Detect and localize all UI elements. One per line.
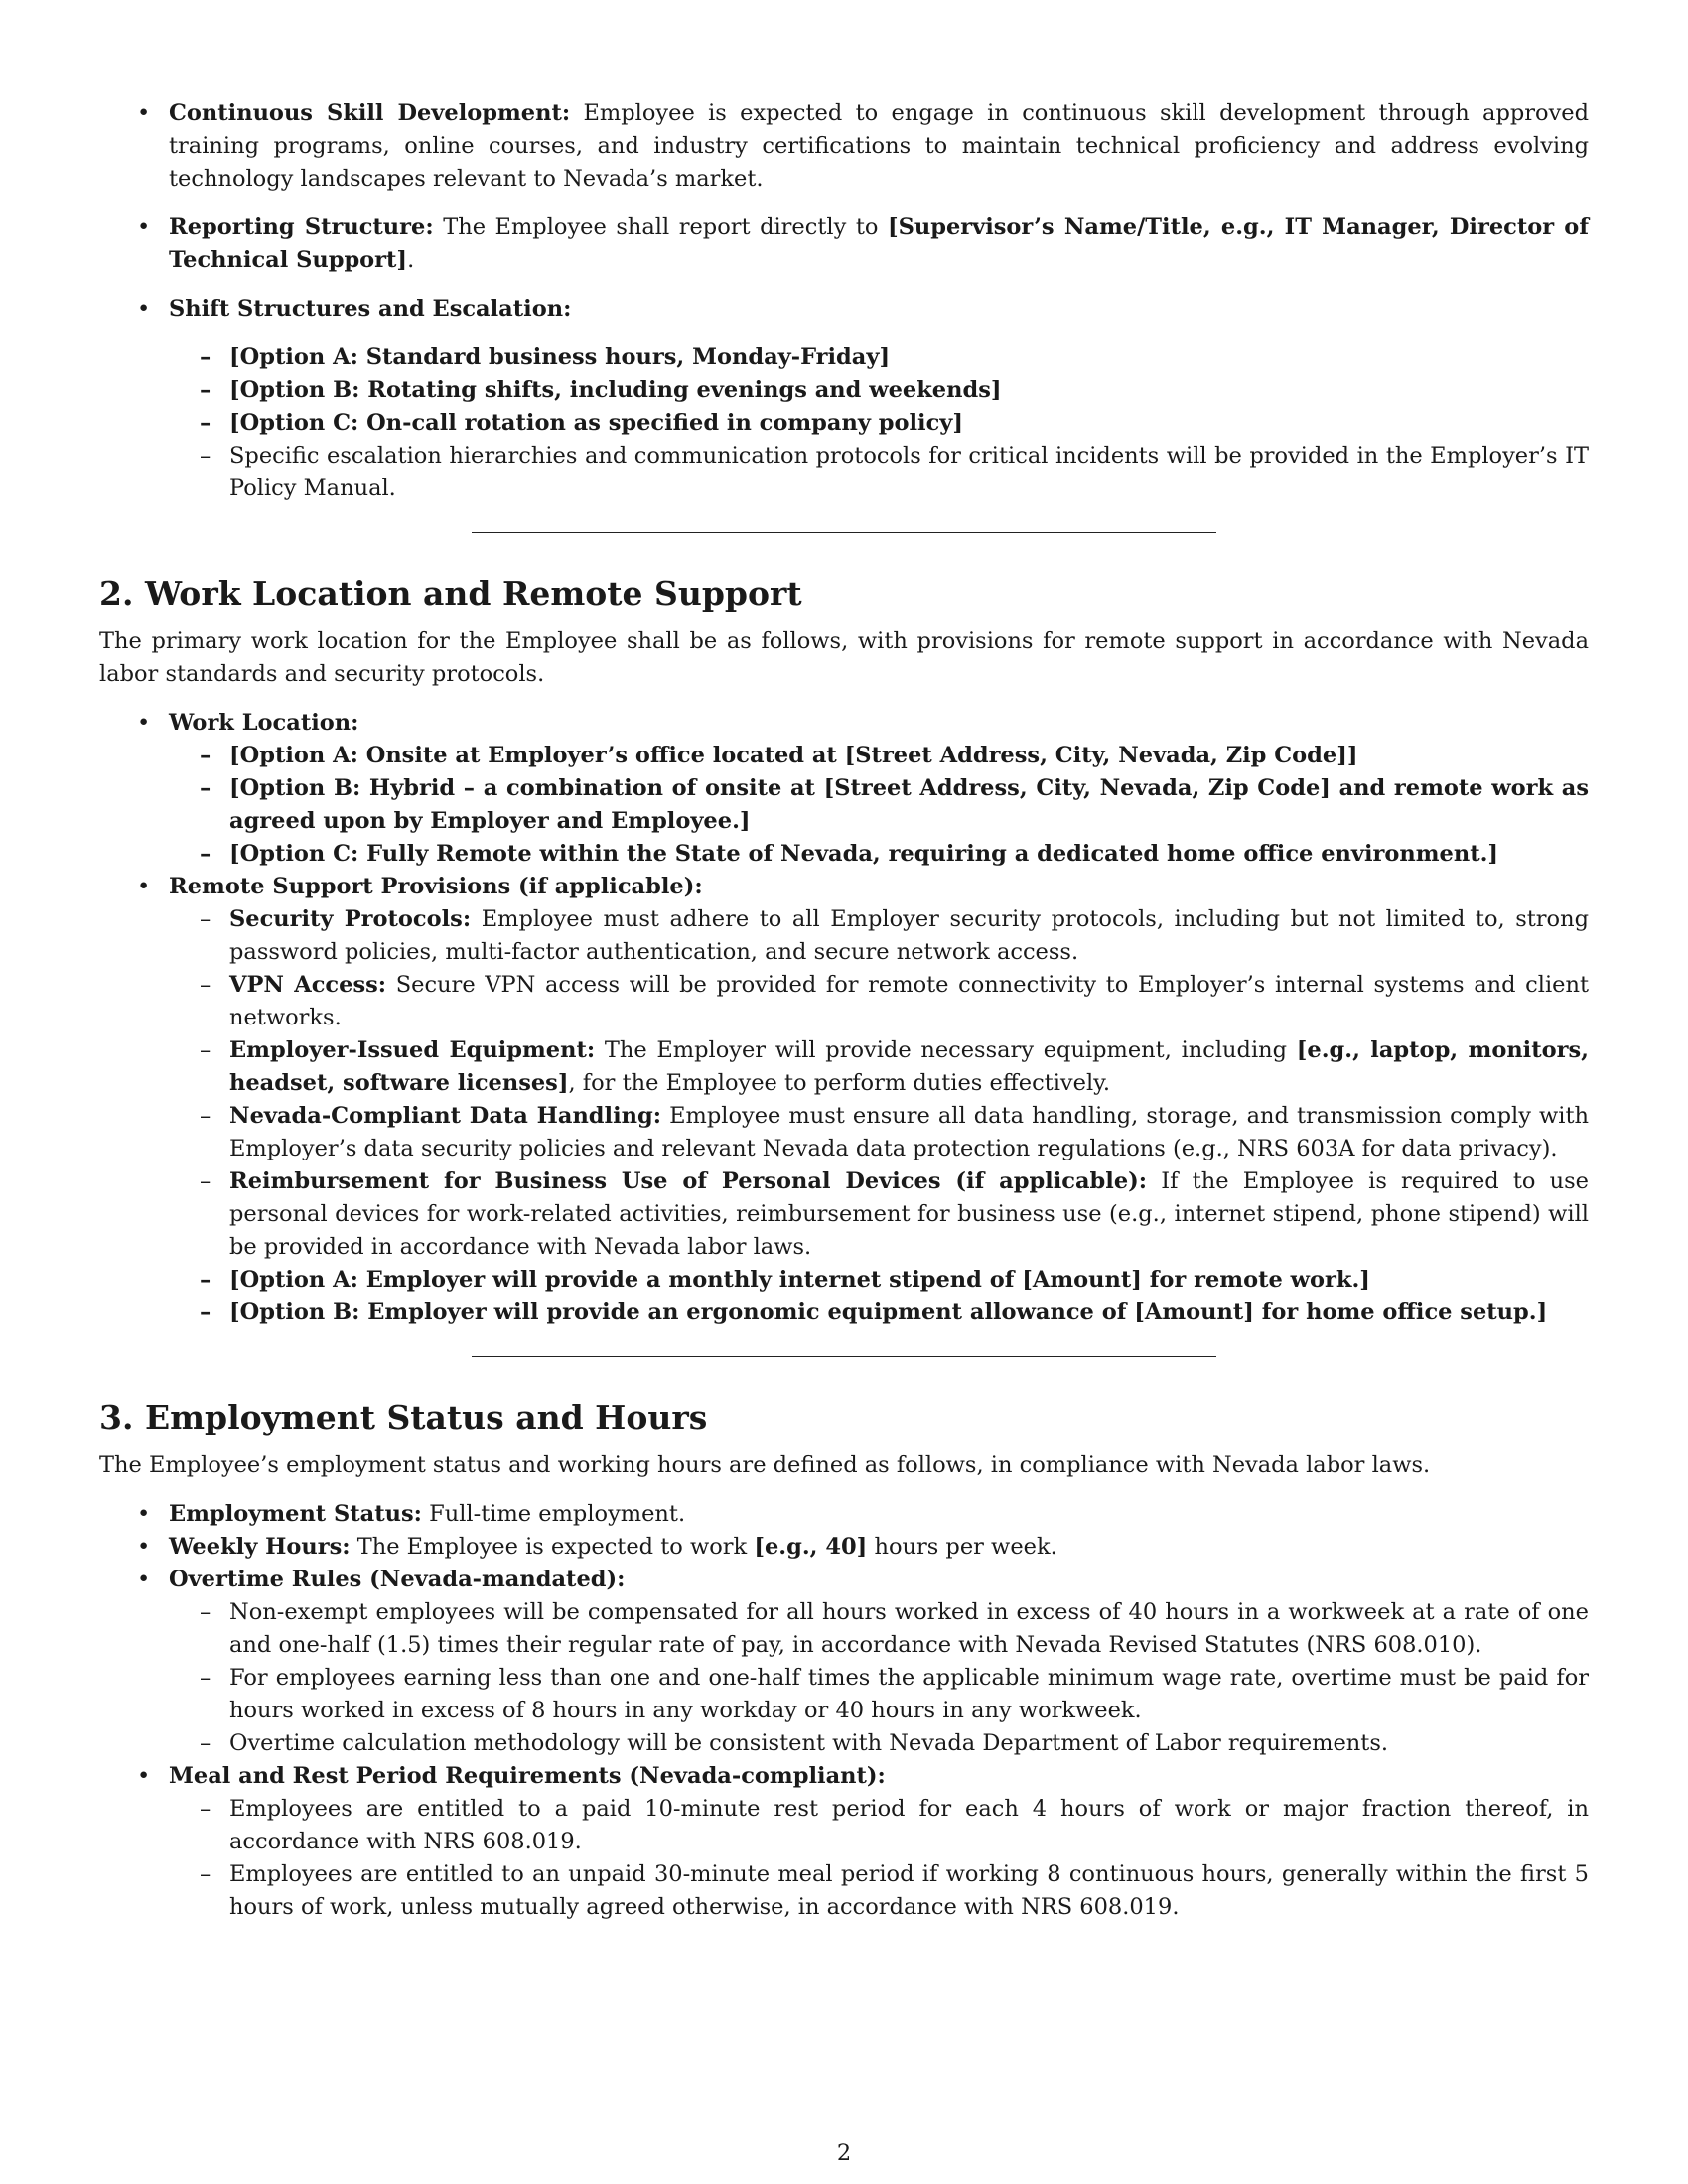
overtime-rule: – Non-exempt employees will be compensated for all hours worked in excess of 40 hours in a workweek at a rate of one and one-half (1.5) times their regular rate of pay, in accordance with Nevada Revised Statutes (NRS 608.010). [169,1596,1589,1662]
item-text: The Employer will provide necessary equipment, including [595,1037,1297,1063]
list-item-meal-rest [99,1760,1589,1924]
item-text: Employee must ensure all data handling, storage, and transmission comply with Employer’s data security policies and relevant Nevada data protection regulations (e.g., NRS 603A for data privacy). [229,1103,1589,1161]
item-text: Employee is expected to engage in continuous skill development through approved training programs, online courses, and industry certifications to maintain technical proficiency and address evolving technology landscapes relevant to Nevada’s market. [169,100,1590,192]
item-label: VPN Access: [229,972,387,998]
escalation-note: – Specific escalation hierarchies and communication protocols for critical incidents will be provided in the Employer’s IT Policy Manual. [169,440,1589,505]
section-heading-employment-status: 3. Employment Status and Hours [99,1398,708,1436]
shift-option-b: – [Option B: Rotating shifts, including evenings and weekends] [169,374,1589,407]
provision-data-handling [169,1100,1589,1165]
location-option-c: – [Option C: Fully Remote within the State of Nevada, requiring a dedicated home office environment.] [169,838,1589,871]
item-label: Nevada-Compliant Data Handling: [229,1103,662,1129]
list-item-work-location [99,707,1589,871]
section-intro: The primary work location for the Employee shall be as follows, with provisions for remote support in accordance with Nevada labor standards and security protocols. [99,628,1589,687]
duties-list [99,97,1589,505]
item-text: Employee must adhere to all Employer security protocols, including but not limited to, strong password policies, multi-factor authentication, and secure network access. [229,906,1589,965]
shift-options-list [169,341,1589,505]
item-label: Continuous Skill Development: [169,100,571,126]
item-label: Overtime Rules (Nevada-mandated): [169,1567,626,1592]
section-heading-work-location: 2. Work Location and Remote Support [99,574,802,613]
item-label: Meal and Rest Period Requirements (Nevada-compliant): [169,1763,886,1789]
item-text: If the Employee is required to use personal devices for work-related activities, reimbursement for business use (e.g., internet stipend, phone stipend) will be provided in accordance with Nevada labor laws. [229,1168,1589,1260]
meal-rest-rule: – Employees are entitled to a paid 10-minute rest period for each 4 hours of work or major fraction thereof, in accordance with NRS 608.019. [169,1793,1589,1858]
shift-option-c: – [Option C: On-call rotation as specified in company policy] [169,407,1589,440]
item-label: Weekly Hours: [169,1534,351,1560]
item-label: Shift Structures and Escalation: [169,296,572,322]
placeholder-text: [Supervisor’s Name/Title, e.g., IT Manager, Director of Technical Support] [169,214,1589,273]
remote-provisions-list [169,903,1589,1329]
item-text: Secure VPN access will be provided for remote connectivity to Employer’s internal systems and client networks. [229,972,1590,1030]
item-label: Security Protocols: [229,906,472,932]
provision-security [169,903,1589,969]
location-option-a: – [Option A: Onsite at Employer’s office located at [Street Address, City, Nevada, Zip Code]] [169,740,1589,772]
employment-list [99,1498,1589,1924]
item-label: Employment Status: [169,1501,422,1527]
overtime-rules-list [169,1596,1589,1760]
document-page [99,97,1589,1924]
section-divider [472,1356,1216,1357]
item-text: The Employee shall report directly to [433,214,888,240]
item-label: Remote Support Provisions (if applicable): [169,874,703,899]
stipend-option-b: – [Option B: Employer will provide an ergonomic equipment allowance of [Amount] for home office setup.] [169,1297,1589,1329]
list-item-overtime-rules [99,1564,1589,1760]
item-label: Work Location: [169,710,359,736]
item-text-end: , for the Employee to perform duties effectively. [568,1070,1111,1096]
stipend-option-a: – [Option A: Employer will provide a monthly internet stipend of [Amount] for remote work.] [169,1264,1589,1297]
overtime-rule: – Overtime calculation methodology will be consistent with Nevada Department of Labor requirements. [169,1727,1589,1760]
item-text: Full-time employment. [421,1501,686,1527]
list-item-employment-status [99,1498,1589,1531]
work-location-options [169,740,1589,871]
meal-rest-rule: – Employees are entitled to an unpaid 30-minute meal period if working 8 continuous hours, generally within the first 5 hours of work, unless mutually agreed otherwise, in accordance with NRS 608.019. [169,1858,1589,1924]
list-item-shift-structures [99,293,1589,505]
shift-option-a: – [Option A: Standard business hours, Monday-Friday] [169,341,1589,374]
placeholder-text: [e.g., laptop, monitors, headset, software licenses] [229,1037,1589,1096]
work-location-list [99,707,1589,1329]
overtime-rule: – For employees earning less than one and one-half times the applicable minimum wage rate, overtime must be paid for hours worked in excess of 8 hours in any workday or 40 hours in any workweek. [169,1662,1589,1727]
list-item-remote-support [99,871,1589,1329]
list-item-weekly-hours [99,1531,1589,1564]
provision-equipment [169,1034,1589,1100]
item-label: Employer-Issued Equipment: [229,1037,596,1063]
meal-rest-list [169,1793,1589,1924]
location-option-b: – [Option B: Hybrid – a combination of onsite at [Street Address, City, Nevada, Zip Code] and remote work as agreed upon by Employer and Employee.] [169,772,1589,838]
item-text: The Employee is expected to work [350,1534,755,1560]
placeholder-text: [e.g., 40] [754,1534,868,1560]
provision-vpn [169,969,1589,1034]
item-text-end: hours per week. [867,1534,1057,1560]
section-intro: The Employee’s employment status and working hours are defined as follows, in compliance with Nevada labor laws. [99,1452,1431,1478]
item-label: Reimbursement for Business Use of Personal Devices (if applicable): [229,1168,1148,1194]
item-text-end: . [407,247,415,273]
list-item-reporting-structure [99,211,1589,277]
page-number: 2 [836,2140,852,2166]
section-divider [472,532,1216,533]
item-label: Reporting Structure: [169,214,434,240]
provision-reimbursement [169,1165,1589,1264]
list-item-skill-development [99,97,1589,196]
